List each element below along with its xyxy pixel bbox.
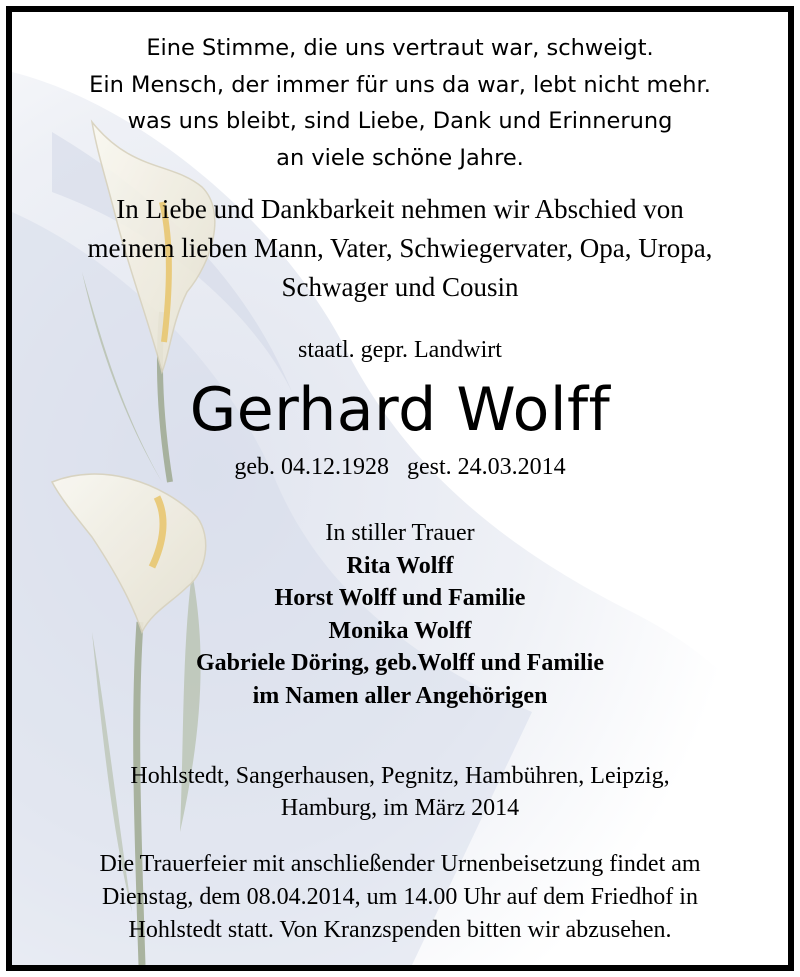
mourner-name: Horst Wolff und Familie	[274, 585, 526, 611]
mourner-name: im Namen aller Angehörigen	[252, 682, 548, 709]
intro-text	[12, 190, 788, 307]
intro-line: Schwager und Cousin	[281, 272, 519, 302]
place-and-date	[12, 760, 788, 824]
funeral-notice	[12, 848, 788, 947]
mourners	[12, 517, 788, 712]
deceased-name: Gerhard Wolff	[189, 375, 611, 445]
intro-line: meinem lieben Mann, Vater, Schwiegervater, Opa, Uropa,	[87, 233, 713, 263]
notice-line: Die Trauerfeier mit anschließender Urnenbeisetzung findet am	[99, 851, 701, 877]
mourner-name: Monika Wolff	[328, 617, 472, 644]
poem-line: Eine Stimme, die uns vertraut war, schweigt.	[146, 35, 654, 61]
place-line: Hohlstedt, Sangerhausen, Pegnitz, Hambühren, Leipzig,	[130, 763, 670, 789]
poem-line: Ein Mensch, der immer für uns da war, lebt nicht mehr.	[89, 71, 711, 98]
notice-line: Dienstag, dem 08.04.2014, um 14.00 Uhr auf dem Friedhof in	[102, 884, 698, 910]
notice-line: Hohlstedt statt. Von Kranzspenden bitten wir abzusehen.	[128, 917, 672, 943]
obituary-content	[12, 12, 788, 965]
intro-line: In Liebe und Dankbarkeit nehmen wir Abschied von	[116, 194, 684, 224]
obituary-frame	[6, 6, 794, 971]
mourner-name: Gabriele Döring, geb.Wolff und Familie	[196, 650, 604, 676]
poem-line: was uns bleibt, sind Liebe, Dank und Erinnerung	[127, 108, 673, 134]
mourners-heading: In stiller Trauer	[325, 520, 475, 546]
deceased-title: staatl. gepr. Landwirt	[298, 337, 502, 363]
poem-line: an viele schöne Jahre.	[276, 144, 524, 171]
poem	[12, 30, 788, 176]
mourner-name: Rita Wolff	[346, 552, 454, 579]
life-dates: geb. 04.12.1928 gest. 24.03.2014	[234, 454, 566, 480]
place-line: Hamburg, im März 2014	[280, 795, 520, 821]
